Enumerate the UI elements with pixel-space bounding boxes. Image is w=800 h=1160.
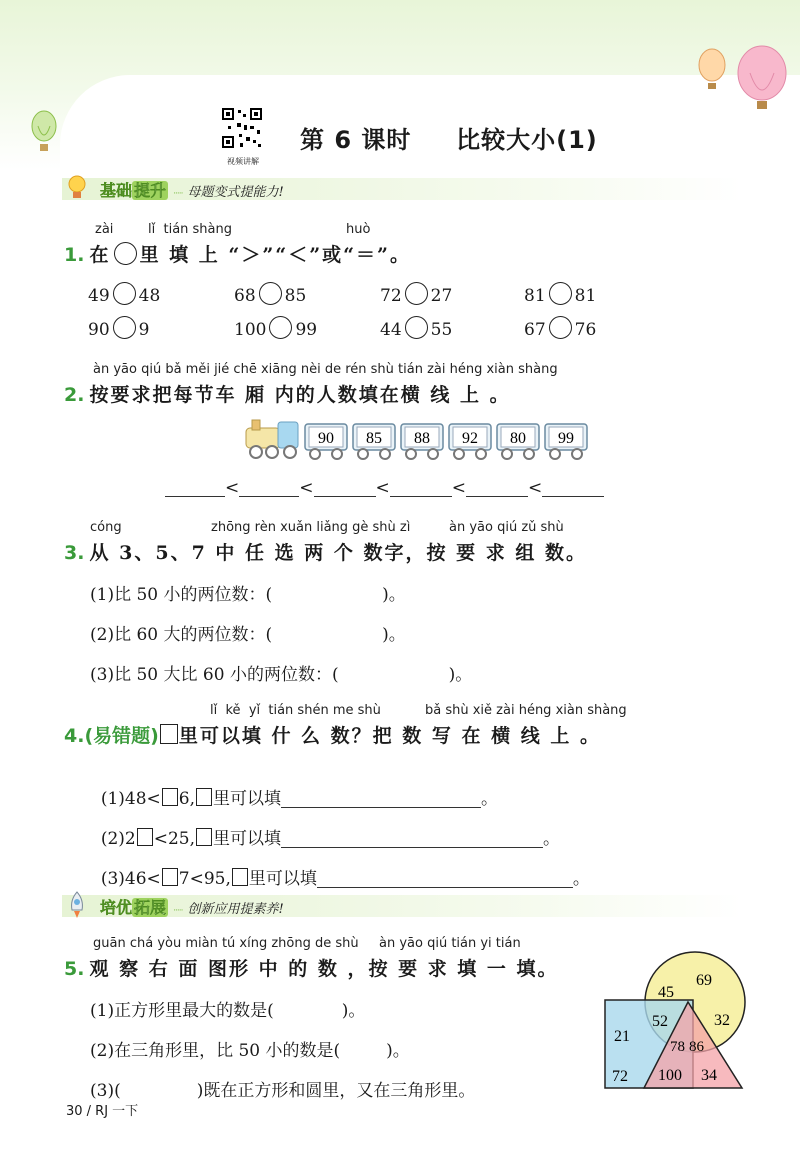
q1-number: 1. xyxy=(64,244,85,266)
lightbulb-icon xyxy=(66,173,88,203)
section-note-basic: 母题变式提能力! xyxy=(187,185,284,200)
train-car xyxy=(543,422,589,462)
q1-comparison: 72 27 xyxy=(380,282,452,306)
section-label-advanced-b: 拓展 xyxy=(134,898,167,917)
car-number: 90 xyxy=(318,430,334,447)
title-part-b: 课时 xyxy=(361,126,412,154)
q4-sub1: (1)48< 6, 里可以填 。 xyxy=(100,789,499,809)
answer-blank[interactable] xyxy=(239,478,299,497)
q2-text: 按要求把每节车 厢 内的人数填在横 线 上 。 xyxy=(89,384,511,406)
rocket-icon xyxy=(66,890,88,920)
q3-text: 从 3、5、7 中 任 选 两 个 数字，按 要 求 组 数。 xyxy=(89,542,587,564)
q2-pinyin: àn yāo qiú bǎ měi jié chē xiāng nèi de rén shù tián zài héng xiàn shàng xyxy=(93,362,558,377)
train-car xyxy=(495,422,541,462)
page-number: 30 / RJ 一下 xyxy=(66,1104,139,1119)
train-car xyxy=(351,422,397,462)
q4-sub3: (3)46< 7<95, 里可以填 。 xyxy=(100,869,590,889)
title-lesson-number: 6 xyxy=(334,126,353,154)
section-label-advanced-a: 培优 xyxy=(100,898,133,917)
answer-circle[interactable] xyxy=(549,316,572,339)
q3-sub2: (2)比 60 大的两位数：( )。 xyxy=(90,625,406,645)
q4-number: 4. xyxy=(64,725,85,747)
section-heading-basic: 基础 提升 ····· 母题变式提能力! xyxy=(100,181,284,200)
figure-num: 32 xyxy=(714,1012,730,1029)
q4-pinyin-b: bǎ shù xiě zài héng xiàn shàng xyxy=(425,703,627,718)
q1-text-b: 里 填 上 “＞”“＜”或“＝”。 xyxy=(139,244,411,266)
hot-air-balloons-icon xyxy=(692,45,792,115)
figure-num: 34 xyxy=(701,1067,717,1084)
q1-pinyin-a: zài xyxy=(95,222,114,237)
q2-answer-line xyxy=(165,478,604,498)
train-car xyxy=(447,422,493,462)
section-note-advanced: 创新应用提素养! xyxy=(187,902,284,917)
page-title xyxy=(300,120,598,155)
answer-circle[interactable] xyxy=(405,316,428,339)
less-than-sign: < xyxy=(451,478,466,498)
q1-comparison: 67 76 xyxy=(524,316,596,340)
q4-sub2: (2)2 <25, 里可以填 。 xyxy=(100,829,560,849)
answer-blank[interactable] xyxy=(314,478,376,497)
q5-text: 观 察 右 面 图形 中 的 数 ，按 要 求 填 一 填。 xyxy=(89,958,559,980)
qr-code-icon xyxy=(220,106,264,150)
q5-pinyin-a: guān chá yòu miàn tú xíng zhōng de shù xyxy=(93,936,359,951)
q1-comparison: 81 81 xyxy=(524,282,596,306)
q3-pinyin-b: zhōng rèn xuǎn liǎng gè shù zì xyxy=(211,520,411,535)
q1-pinyin-b: lǐ tián shàng xyxy=(148,222,233,237)
car-number: 99 xyxy=(558,430,574,447)
train-engine-icon xyxy=(244,418,302,462)
q3-sub1: (1)比 50 小的两位数：( )。 xyxy=(90,585,406,605)
q3-number: 3. xyxy=(64,542,85,564)
title-part-c: 比较大小(1) xyxy=(456,126,598,154)
question-2 xyxy=(64,380,511,407)
answer-blank[interactable] xyxy=(466,478,528,497)
answer-circle[interactable] xyxy=(269,316,292,339)
q2-number: 2. xyxy=(64,384,85,406)
answer-blank[interactable] xyxy=(542,478,604,497)
less-than-sign: < xyxy=(225,478,240,498)
car-number: 80 xyxy=(510,430,526,447)
figure-num: 72 xyxy=(612,1068,628,1085)
qr-caption: 视频讲解 xyxy=(227,157,259,166)
car-number: 88 xyxy=(414,430,430,447)
car-number: 92 xyxy=(462,430,478,447)
answer-blank[interactable] xyxy=(317,869,573,888)
answer-circle[interactable] xyxy=(259,282,282,305)
square-blank-icon[interactable] xyxy=(162,868,178,886)
q1-comparison: 44 55 xyxy=(380,316,452,340)
q3-pinyin-c: àn yāo qiú zǔ shù xyxy=(449,520,564,535)
answer-circle[interactable] xyxy=(113,316,136,339)
question-3 xyxy=(64,538,587,565)
q4-text: 里可以填 什 么 数？把 数 写 在 横 线 上 。 xyxy=(178,725,601,747)
figure-num: 45 xyxy=(658,984,674,1001)
shapes-figure xyxy=(600,950,755,1095)
q5-sub1: (1)正方形里最大的数是( )。 xyxy=(90,1001,366,1021)
square-blank-icon xyxy=(160,724,178,744)
q1-comparison: 90 9 xyxy=(88,316,149,340)
q5-sub3: (3)( )既在正方形和圆里，又在三角形里。 xyxy=(90,1081,476,1101)
figure-num: 21 xyxy=(614,1028,630,1045)
question-5 xyxy=(64,954,559,981)
q1-text-a: 在 xyxy=(89,244,111,266)
q5-number: 5. xyxy=(64,958,85,980)
q1-pinyin-c: huò xyxy=(346,222,371,237)
section-label-basic-b: 提升 xyxy=(134,181,167,200)
title-part-a: 第 xyxy=(300,126,325,154)
q1-comparison: 100 99 xyxy=(234,316,317,340)
q1-comparison: 68 85 xyxy=(234,282,306,306)
figure-num: 69 xyxy=(696,972,712,989)
q4-tag: (易错题) xyxy=(84,725,159,747)
answer-blank[interactable] xyxy=(390,478,452,497)
q4-pinyin-a: lǐ kě yǐ tián shén me shù xyxy=(210,703,381,718)
train-car xyxy=(303,422,349,462)
figure-num: 86 xyxy=(689,1039,704,1055)
figure-num: 78 xyxy=(670,1039,685,1055)
answer-blank[interactable] xyxy=(165,478,225,497)
answer-circle[interactable] xyxy=(405,282,428,305)
section-label-basic-a: 基础 xyxy=(100,181,133,200)
q1-comparison: 49 48 xyxy=(88,282,160,306)
figure-num: 100 xyxy=(658,1067,682,1084)
balloon-icon xyxy=(24,108,64,158)
question-1 xyxy=(64,240,411,267)
less-than-sign: < xyxy=(375,478,390,498)
q5-pinyin-b: àn yāo qiú tián yi tián xyxy=(379,936,521,951)
train-car xyxy=(399,422,445,462)
circle-blank-icon xyxy=(114,242,137,265)
square-blank-icon xyxy=(232,868,248,886)
answer-circle[interactable] xyxy=(549,282,572,305)
less-than-sign: < xyxy=(528,478,543,498)
less-than-sign: < xyxy=(299,478,314,498)
q3-sub3: (3)比 50 大比 60 小的两位数：( )。 xyxy=(90,665,473,685)
q3-pinyin-a: cóng xyxy=(90,520,122,535)
section-heading-advanced: 培优 拓展 ····· 创新应用提素养! xyxy=(100,898,284,917)
car-number: 85 xyxy=(366,430,382,447)
question-4 xyxy=(64,721,601,748)
q5-sub2: (2)在三角形里，比 50 小的数是( )。 xyxy=(90,1041,410,1061)
answer-circle[interactable] xyxy=(113,282,136,305)
figure-num: 52 xyxy=(652,1013,668,1030)
